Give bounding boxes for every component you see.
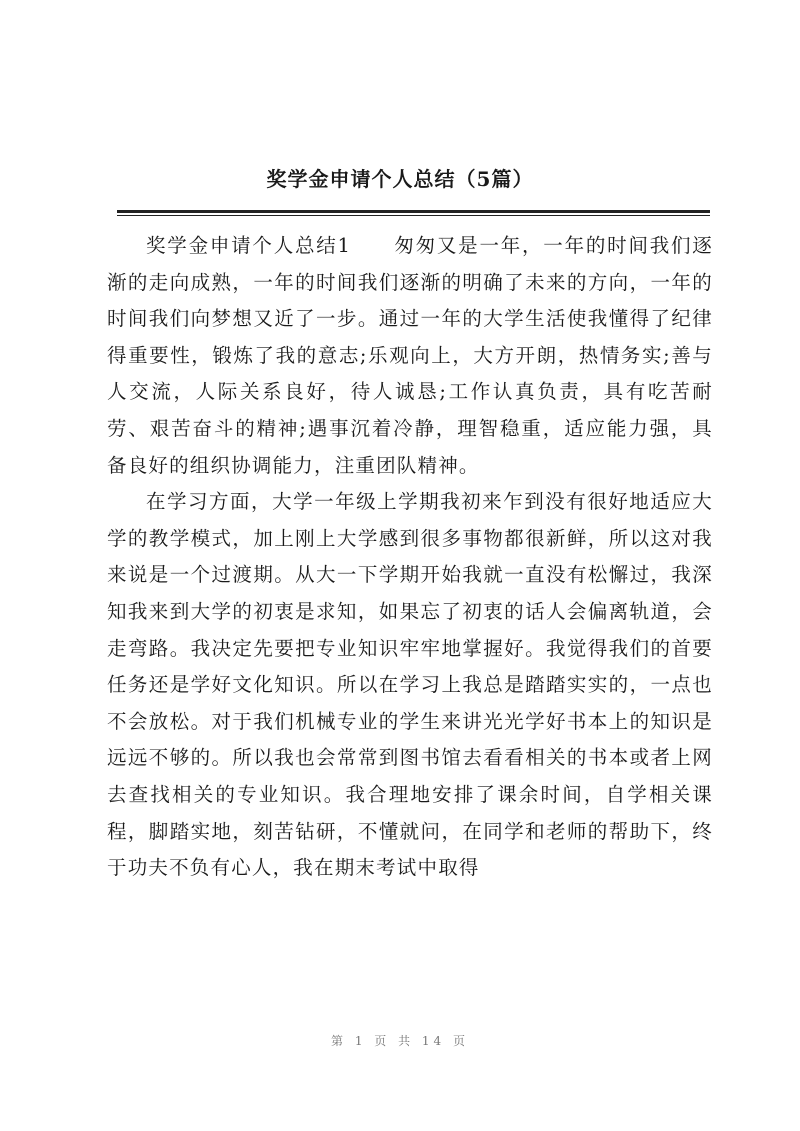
- document-body: [107, 228, 713, 887]
- page-footer: 第 1 页 共 14 页: [331, 1034, 469, 1048]
- paragraph-2: 在学习方面，大学一年级上学期我初来乍到没有很好地适应大学的教学模式，加上刚上大学感到很多事物都很新鲜，所以这对我来说是一个过渡期。从大一下学期开始我就一直没有松懈过，我深知我来到大学的初衷是求知，如果忘了初衷的话人会偏离轨道，会走弯路。我决定先要把专业知识牢牢地掌握好。我觉得我们的首要任务还是学好文化知识。所以在学习上我总是踏踏实实的，一点也不会放松。对于我们机械专业的学生来讲光光学好书本上的知识是远远不够的。所以我也会常常到图书馆去看看相关的书本或者上网去查找相关的专业知识。我合理地安排了课余时间，自学相关课程，脚踏实地，刻苦钻研，不懂就问，在同学和老师的帮助下，终于功夫不负有心人，我在期末考试中取得: [107, 490, 713, 880]
- paragraph-1: 奖学金申请个人总结1 匆匆又是一年，一年的时间我们逐渐的走向成熟，一年的时间我们逐渐的明确了未来的方向，一年的时间我们向梦想又近了一步。通过一年的大学生活使我懂得了纪律得重要性，锻炼了我的意志;乐观向上，大方开朗，热情务实;善与人交流，人际关系良好，待人诚恳;工作认真负责，具有吃苦耐劳、艰苦奋斗的精神;遇事沉着冷静，理智稳重，适应能力强，具备良好的组织协调能力，注重团队精神。: [107, 234, 713, 477]
- title-divider-thick: [117, 210, 710, 213]
- title-divider-thin: [117, 215, 710, 216]
- document-title: 奖学金申请个人总结（5篇）: [266, 167, 534, 191]
